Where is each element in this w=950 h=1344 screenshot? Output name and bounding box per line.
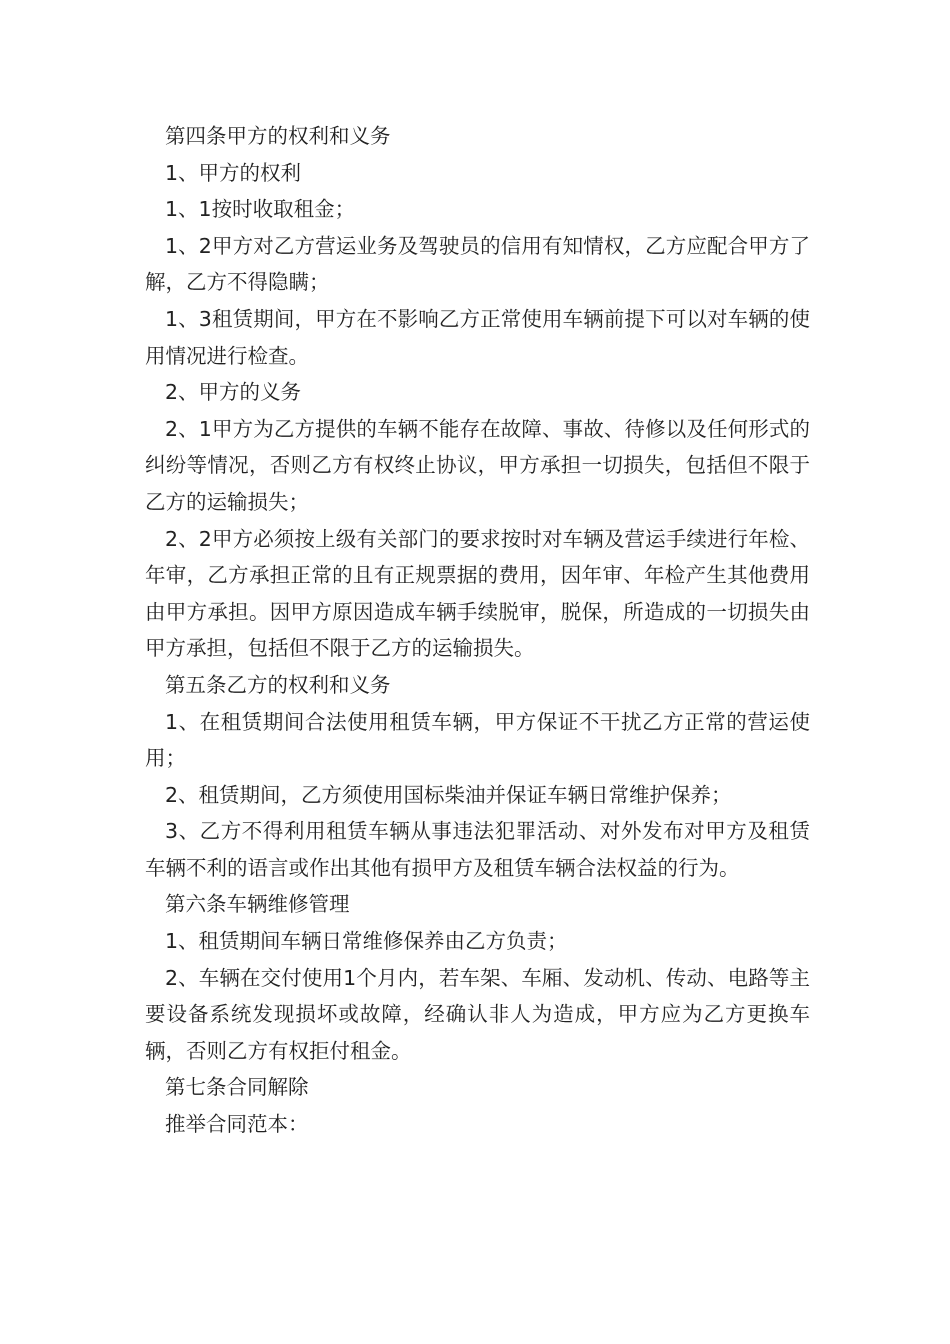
clause-5-3: 3、乙方不得利用租赁车辆从事违法犯罪活动、对外发布对甲方及租赁车辆不利的语言或作出其他有损甲方及租赁车辆合法权益的行为。 (145, 819, 810, 880)
clause-5-1: 1、在租赁期间合法使用租赁车辆，甲方保证不干扰乙方正常的营运使用； (145, 709, 810, 771)
clause-2-2: 2、2甲方必须按上级有关部门的要求按时对车辆及营运手续进行年检、年审，乙方承担正常的且有正规票据的费用，因年审、年检产生其他费用由甲方承担。因甲方原因造成车辆手续脱审，脱保，所造成的一切损失由甲方承担，包括但不限于乙方的运输损失。 (145, 526, 810, 661)
heading-article-7: 第七条合同解除 (165, 1075, 309, 1100)
clause-6-1: 1、租赁期间车辆日常维修保养由乙方负责； (165, 929, 568, 954)
closing-line: 推举合同范本： (165, 1112, 309, 1137)
heading-article-5: 第五条乙方的权利和义务 (165, 672, 391, 697)
document-body (145, 118, 810, 1143)
heading-article-6: 第六条车辆维修管理 (165, 892, 350, 917)
clause-1-3: 1、3租赁期间，甲方在不影响乙方正常使用车辆前提下可以对车辆的使用情况进行检查。 (145, 306, 810, 368)
heading-article-4: 第四条甲方的权利和义务 (165, 124, 391, 148)
clause-1-2: 1、2甲方对乙方营运业务及驾驶员的信用有知情权，乙方应配合甲方了解，乙方不得隐瞒； (145, 233, 810, 295)
subheading-party-a-rights: 1、甲方的权利 (165, 160, 302, 185)
clause-6-2: 2、车辆在交付使用1个月内，若车架、车厢、发动机、传动、电路等主要设备系统发现损坏或故障，经确认非人为造成，甲方应为乙方更换车辆，否则乙方有权拒付租金。 (145, 965, 810, 1063)
clause-1-1: 1、1按时收取租金； (165, 197, 356, 222)
clause-5-2: 2、租赁期间，乙方须使用国标柴油并保证车辆日常维护保养； (165, 782, 732, 807)
subheading-party-a-obligations: 2、甲方的义务 (165, 380, 302, 405)
clause-2-1: 2、1甲方为乙方提供的车辆不能存在故障、事故、待修以及任何形式的纠纷等情况，否则乙方有权终止协议，甲方承担一切损失，包括但不限于乙方的运输损失； (145, 416, 810, 514)
